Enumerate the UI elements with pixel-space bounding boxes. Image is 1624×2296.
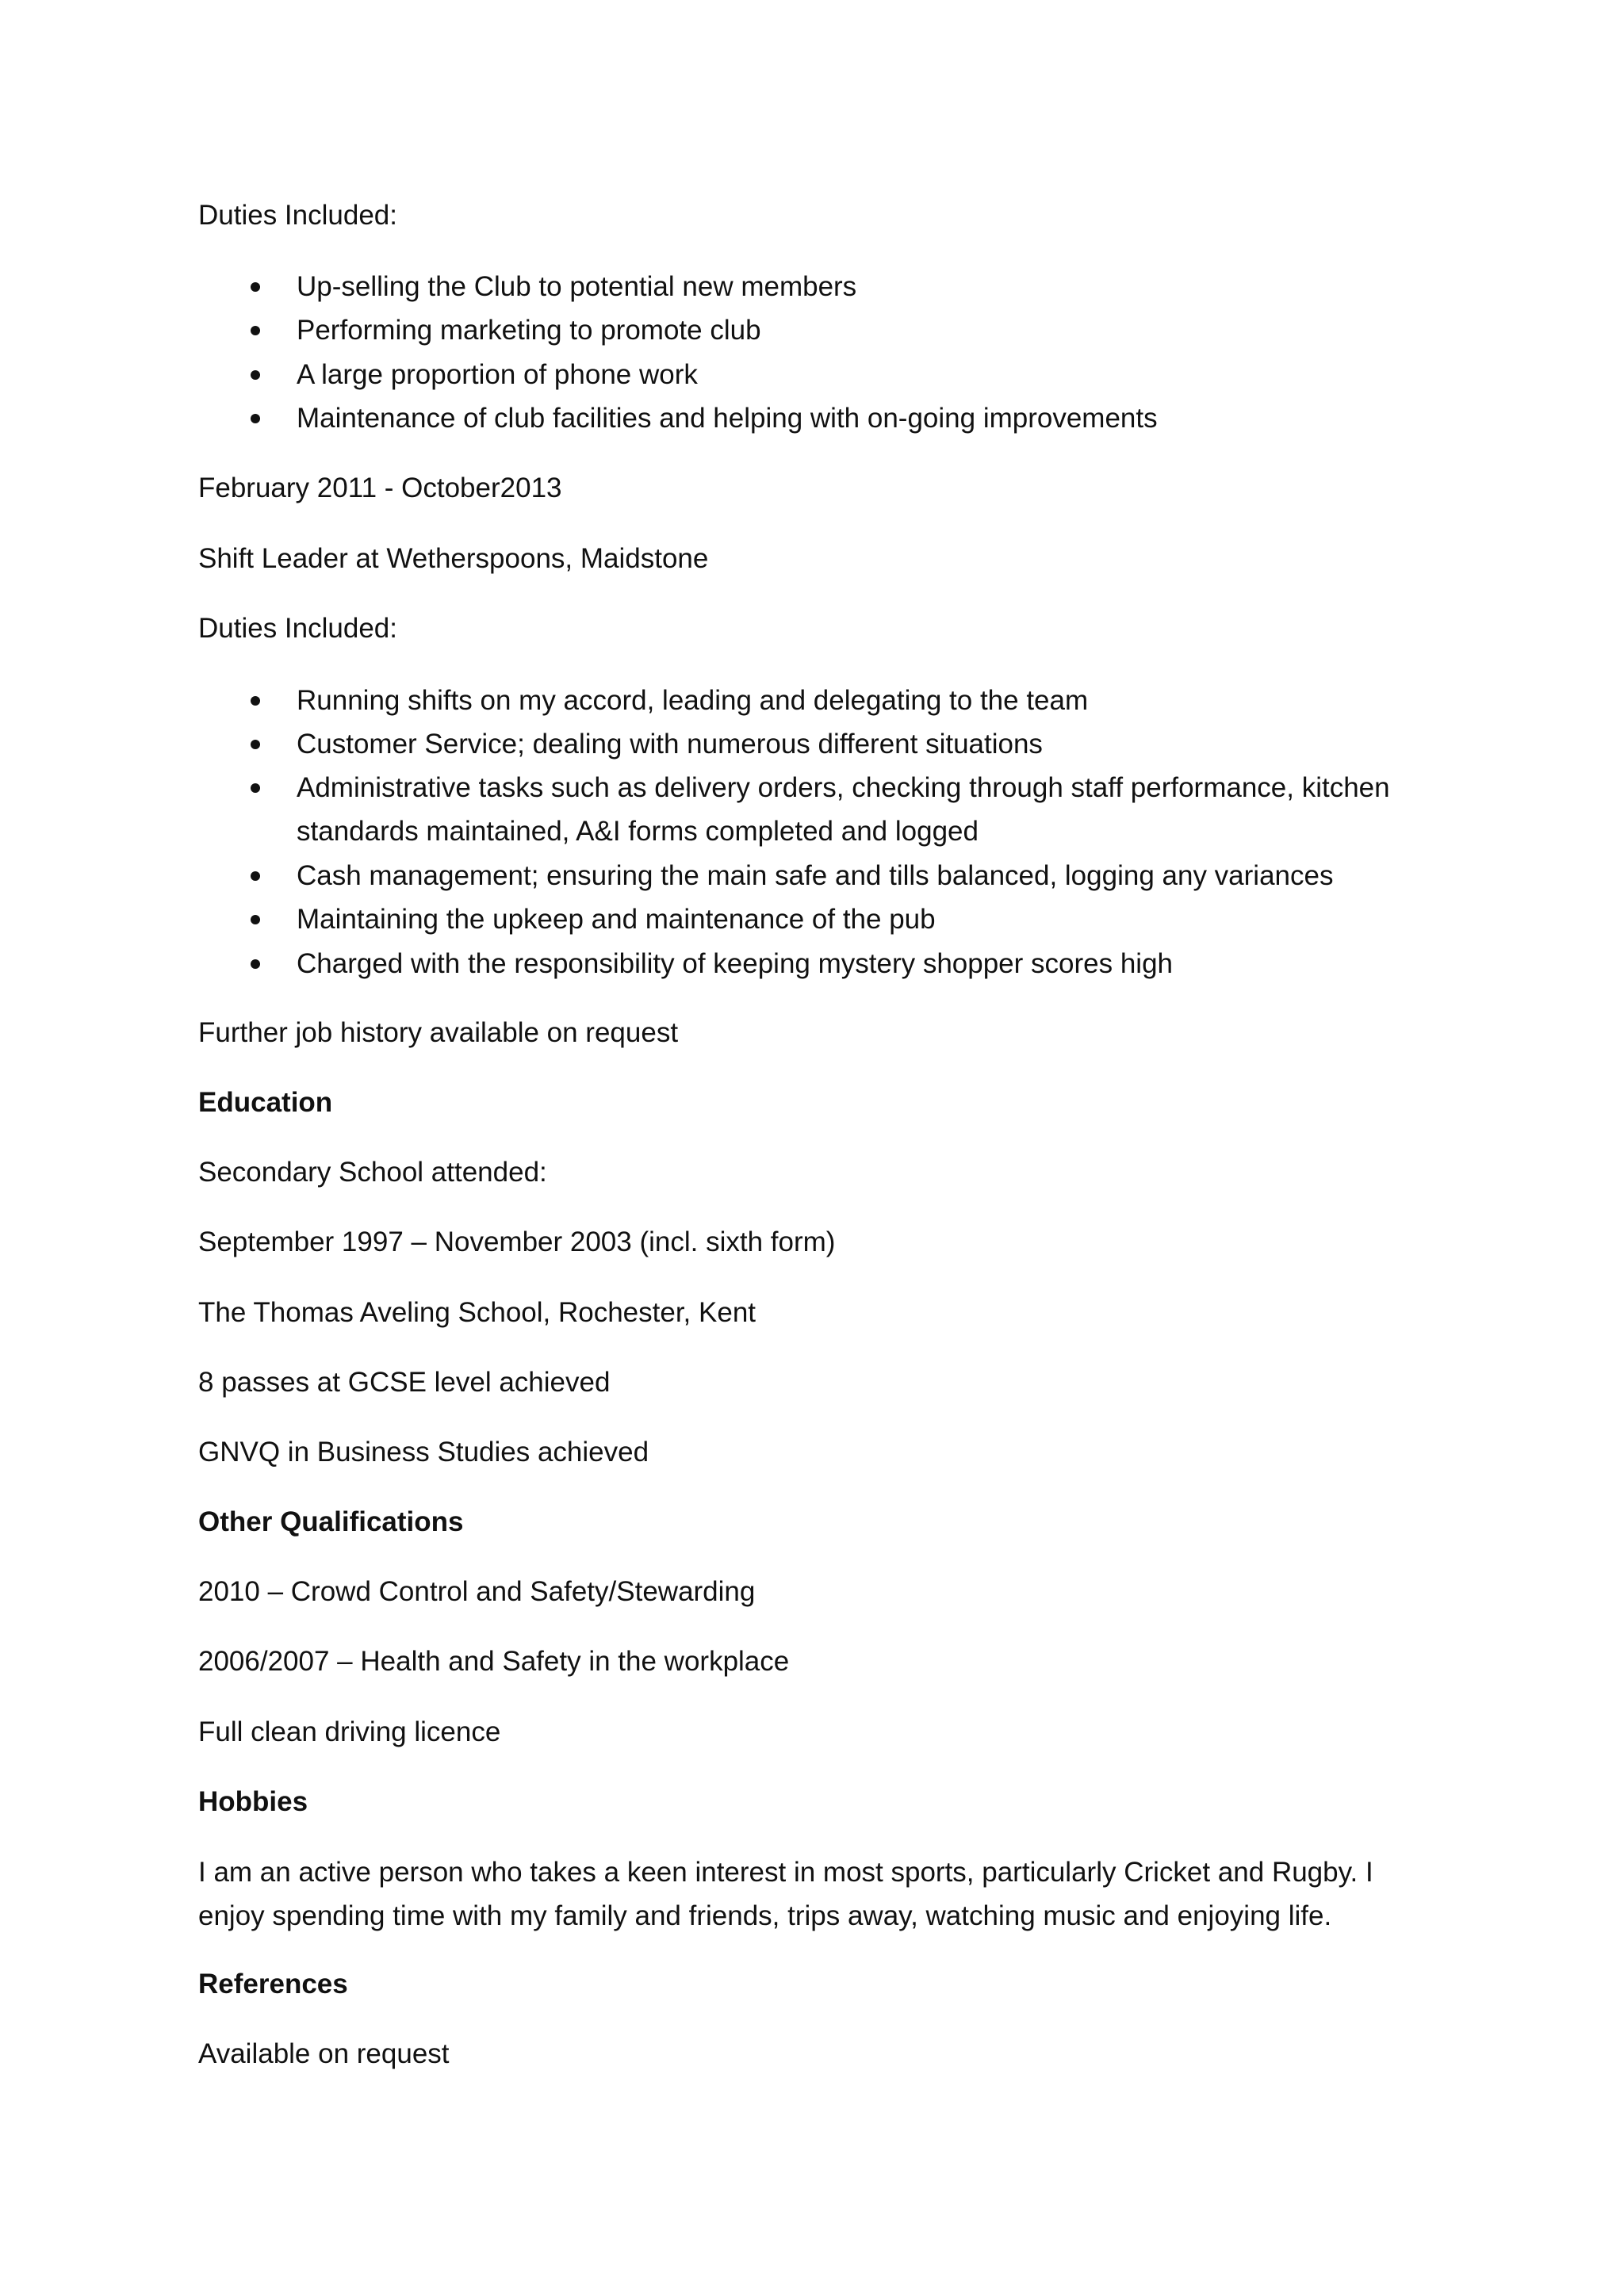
bullet-icon	[251, 370, 260, 380]
references-heading: References	[198, 1969, 348, 1999]
job2-duties-heading: Duties Included:	[198, 613, 397, 644]
bullet-icon	[251, 282, 260, 292]
references-text: Available on request	[198, 2038, 450, 2069]
bullet-icon	[251, 326, 260, 335]
education-heading: Education	[198, 1087, 333, 1118]
bullet-icon	[251, 696, 260, 706]
further-history-note: Further job history available on request	[198, 1017, 679, 1048]
job1-duties-heading: Duties Included:	[198, 200, 397, 231]
education-school: The Thomas Aveling School, Rochester, Kent	[198, 1297, 756, 1328]
bullet-icon	[251, 740, 260, 749]
education-school-label: Secondary School attended:	[198, 1157, 547, 1188]
bullet-icon	[251, 414, 260, 423]
qualification-item: Full clean driving licence	[198, 1716, 501, 1747]
job2-title: Shift Leader at Wetherspoons, Maidstone	[198, 543, 709, 574]
cv-page: Duties Included: Up-selling the Club to potential new members Performing marketing to promote club A large proportion of phone work Maintenance of club facilities and helping with on-going improvements February 2011 - October2013 Shift Leader at Wetherspoons, Maidstone Duties Included: Running shifts on my accord, leading and delegating to the team Customer Service; dealing with numerous different situations Administrative tasks such as delivery orders, checking through staff performance, kitchen standards maintained, A&I forms completed and logged Cash management; ensuring the main safe and tills balanced, logging any variances Maintaining the upkeep and maintenance of the pub Charged with the responsibility of keeping mystery shopper scores high Further job history available on request Education Secondary School attended: September 1997 – November 2003 (incl. sixth form) The Thomas Aveling School, Rochester, Kent 8 passes at GCSE level achieved GNVQ in Business Studies achieved Other Qualifications 2010 – Crowd Control and Safety/Stewarding 2006/2007 – Health and Safety in the workplace Full clean driving licence Hobbies I am an active person who takes a keen interest in most sports, particularly Cricket and Rugby. I enjoy spending time with my family and friends, trips away, watching music and enjoying life. References Available on request	[0, 0, 1624, 2296]
qualification-item: 2010 – Crowd Control and Safety/Stewarding	[198, 1576, 756, 1607]
bullet-icon	[251, 783, 260, 793]
bullet-icon	[251, 959, 260, 969]
bullet-icon	[251, 915, 260, 924]
hobbies-text: I am an active person who takes a keen interest in most sports, particularly Cricket and Rugby. I enjoy spending time with my family and friends, trips away, watching music and enjoying life.	[198, 1857, 1373, 1931]
education-gcse: 8 passes at GCSE level achieved	[198, 1367, 611, 1398]
job2-dates: February 2011 - October2013	[198, 473, 562, 503]
other-qualifications-heading: Other Qualifications	[198, 1506, 464, 1537]
education-gnvq: GNVQ in Business Studies achieved	[198, 1437, 649, 1468]
bullet-icon	[251, 871, 260, 881]
hobbies-heading: Hobbies	[198, 1786, 308, 1817]
qualification-item: 2006/2007 – Health and Safety in the workplace	[198, 1646, 790, 1677]
education-dates: September 1997 – November 2003 (incl. sixth form)	[198, 1226, 836, 1257]
